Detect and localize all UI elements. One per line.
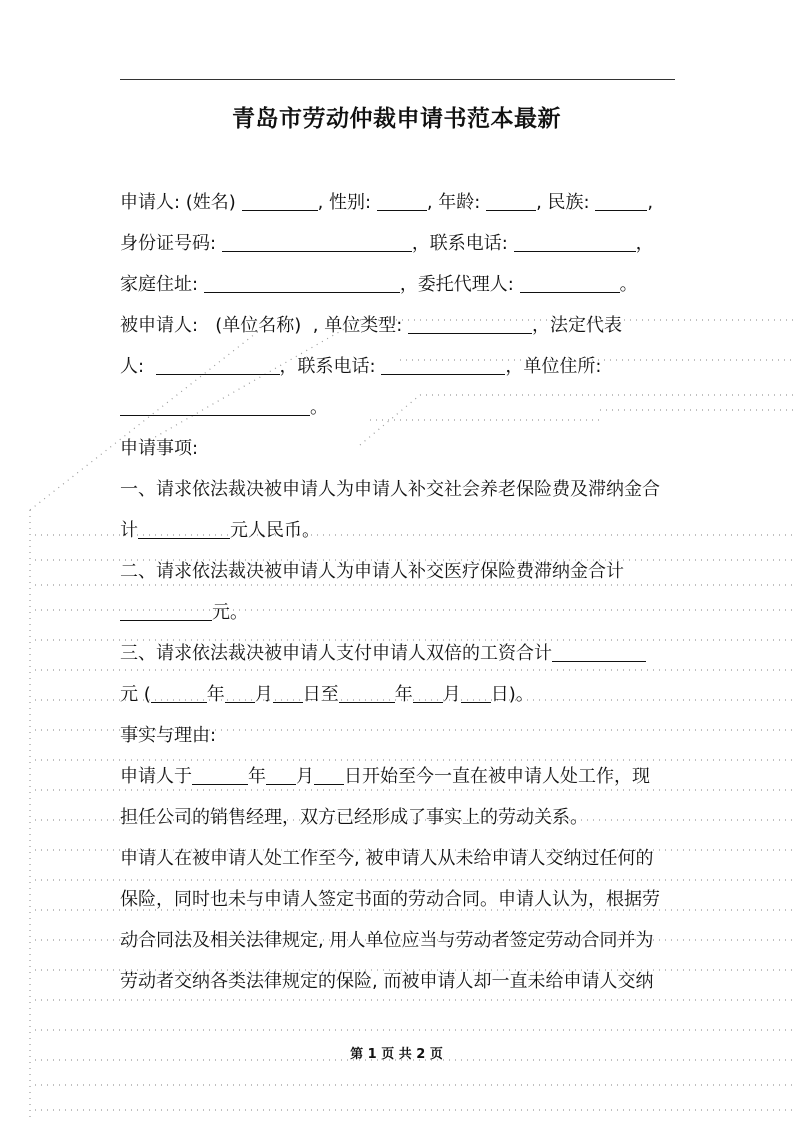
address-line-end: 。 bbox=[619, 274, 638, 295]
page-middle: 页 共 bbox=[381, 1047, 412, 1062]
unit-address-label: ，单位住所: bbox=[505, 356, 602, 377]
document-body bbox=[120, 182, 675, 1002]
page-prefix: 第 bbox=[350, 1047, 364, 1062]
gender-blank[interactable] bbox=[377, 188, 427, 211]
claim-2-line-2 bbox=[120, 592, 675, 633]
claim-3-text: 三、请求依法裁决被申请人支付申请人双倍的工资合计 bbox=[120, 643, 552, 664]
start-month-label: 月 bbox=[254, 684, 273, 705]
ethnicity-blank[interactable] bbox=[595, 188, 647, 211]
applicant-line-end: , bbox=[647, 192, 654, 213]
start-year-blank[interactable] bbox=[151, 680, 207, 703]
address-line bbox=[120, 264, 675, 305]
unit-address-line bbox=[120, 387, 675, 428]
facts-1-suffix: 日开始至今一直在被申请人处工作，现 bbox=[344, 766, 650, 787]
claim-3-line-2 bbox=[120, 674, 675, 715]
end-year-label: 年 bbox=[394, 684, 413, 705]
claim-3-amount-blank[interactable] bbox=[552, 639, 646, 662]
unit-name: (单位名称) bbox=[215, 315, 302, 336]
work-month-blank[interactable] bbox=[266, 762, 296, 785]
claim-2-suffix: 元。 bbox=[212, 602, 248, 623]
facts-line-3: 申请人在被申请人处工作至今, 被申请人从未给申请人交纳过任何的 bbox=[120, 848, 654, 869]
page-total: 2 bbox=[416, 1047, 426, 1062]
claim-3-line-1 bbox=[120, 633, 675, 674]
id-blank[interactable] bbox=[222, 229, 412, 252]
facts-heading: 事实与理由: bbox=[120, 725, 217, 746]
respondent-phone-label: ，联系电话: bbox=[279, 356, 376, 377]
unit-type-label: , 单位类型: bbox=[312, 315, 403, 336]
id-line-end: ， bbox=[635, 233, 654, 254]
agent-label: ，委托代理人: bbox=[399, 274, 514, 295]
applicant-name-label: 申请人: (姓名) bbox=[120, 192, 236, 213]
legal-rep-blank[interactable] bbox=[156, 352, 280, 375]
applicant-phone-blank[interactable] bbox=[514, 229, 636, 252]
facts-line-2: 担任公司的销售经理，双方已经形成了事实上的劳动关系。 bbox=[120, 807, 588, 828]
respondent-label: 被申请人: bbox=[120, 315, 199, 336]
facts-line-6: 劳动者交纳各类法律规定的保险, 而被申请人却一直未给申请人交纳 bbox=[120, 971, 654, 992]
legal-rep-label: ，法定代表 bbox=[532, 315, 622, 336]
page-current: 1 bbox=[367, 1047, 377, 1062]
address-blank[interactable] bbox=[204, 270, 400, 293]
end-year-blank[interactable] bbox=[339, 680, 395, 703]
page-suffix: 页 bbox=[429, 1047, 443, 1062]
start-month-blank[interactable] bbox=[225, 680, 255, 703]
applicant-phone-label: ，联系电话: bbox=[411, 233, 508, 254]
claim-2-line-1: 二、请求依法裁决被申请人为申请人补交医疗保险费滞纳金合计 bbox=[120, 561, 624, 582]
agent-blank[interactable] bbox=[520, 270, 620, 293]
id-line bbox=[120, 223, 675, 264]
unit-address-line-end: 。 bbox=[310, 397, 328, 418]
end-day-blank[interactable] bbox=[461, 680, 491, 703]
facts-line-1 bbox=[120, 756, 675, 797]
work-day-blank[interactable] bbox=[314, 762, 344, 785]
id-label: 身份证号码: bbox=[120, 233, 217, 254]
ethnicity-label: , 民族: bbox=[536, 192, 590, 213]
claim-1-amount-blank[interactable] bbox=[138, 516, 230, 539]
start-day-blank[interactable] bbox=[273, 680, 303, 703]
claim-1-line-1: 一、请求依法裁决被申请人为申请人补交社会养老保险费及滞纳金合 bbox=[120, 479, 660, 500]
address-label: 家庭住址: bbox=[120, 274, 199, 295]
claims-heading: 申请事项: bbox=[120, 438, 199, 459]
claim-1-line-2 bbox=[120, 510, 675, 551]
work-month-label: 月 bbox=[296, 766, 314, 787]
unit-address-blank[interactable] bbox=[120, 393, 310, 416]
document-title: 青岛市劳动仲裁申请书范本最新 bbox=[232, 106, 561, 132]
day-end-label: 日)。 bbox=[490, 684, 534, 705]
claim-1-suffix: 元人民币。 bbox=[230, 520, 320, 541]
start-year-label: 年 bbox=[206, 684, 225, 705]
page-footer bbox=[0, 1043, 793, 1062]
respondent-line bbox=[120, 305, 675, 346]
legal-rep-line bbox=[120, 346, 675, 387]
claim-1-prefix: 计 bbox=[120, 520, 138, 541]
unit-type-blank[interactable] bbox=[408, 311, 532, 334]
facts-line-5: 动合同法及相关法律规定, 用人单位应当与劳动者签定劳动合同并为 bbox=[120, 930, 654, 951]
work-year-blank[interactable] bbox=[192, 762, 248, 785]
applicant-line bbox=[120, 182, 675, 223]
claim-2-amount-blank[interactable] bbox=[120, 598, 212, 621]
end-month-blank[interactable] bbox=[413, 680, 443, 703]
age-label: , 年龄: bbox=[426, 192, 481, 213]
legal-rep-cont: 人: bbox=[120, 356, 145, 377]
gender-label: , 性别: bbox=[317, 192, 372, 213]
facts-1-prefix: 申请人于 bbox=[120, 766, 192, 787]
applicant-name-blank[interactable] bbox=[242, 188, 318, 211]
facts-line-4: 保险，同时也未与申请人签定书面的劳动合同。申请人认为，根据劳 bbox=[120, 889, 660, 910]
day-to-label: 日至 bbox=[302, 684, 339, 705]
age-blank[interactable] bbox=[486, 188, 536, 211]
claim-3-yuan: 元 ( bbox=[120, 684, 151, 705]
respondent-phone-blank[interactable] bbox=[381, 352, 505, 375]
work-year-label: 年 bbox=[248, 766, 266, 787]
end-month-label: 月 bbox=[442, 684, 461, 705]
top-rule bbox=[120, 79, 675, 80]
